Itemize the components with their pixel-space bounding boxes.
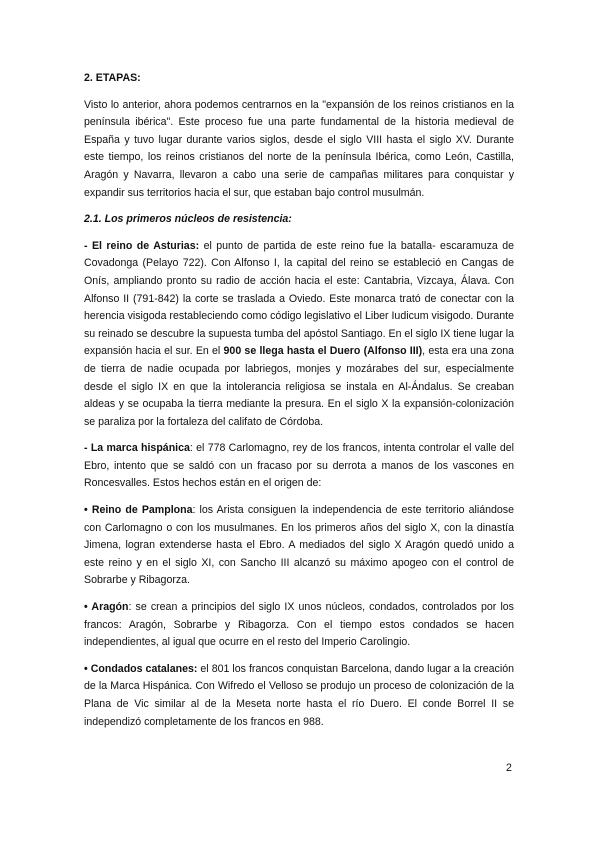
asturias-text-1: el punto de partida de este reino fue la batalla- escaramuza de Covadonga (Pelayo 722). Con Alfonso I, la capital del reino se estableció en Cangas de Onís, ampliando pronto su radio de acción hacia el este: Cantabria, Vizcaya, Álava. Con Alfonso II (791-842) la corte se traslada a Oviedo. Este monarca trató de conectar con la herencia visigoda restableciendo como código legislativo el Liber Iudicum visigodo. Durante su reinado se descubre la supuesta tumba del apóstol Santiago. En el siglo IX tiene lugar la expansión hacia el sur. En el	[84, 239, 514, 358]
aragon-text: : se crean a principios del siglo IX unos núcleos, condados, controlados por los francos: Aragón, Sobrarbe y Ribagorza. Con el tiempo estos condados se hacen independientes, al igual que ocurre en el resto del Imperio Carolingio.	[84, 601, 514, 649]
document-body	[84, 70, 514, 740]
section-heading: 2. ETAPAS:	[84, 72, 141, 84]
asturias-paragraph	[84, 238, 514, 432]
marca-text: : el 778 Carlomagno, rey de los francos, intenta controlar el valle del Ebro, intento que se saldó con un fracaso por su derrota a manos de los vascones en Roncesvalles. Estos hechos están en el origen de:	[84, 442, 514, 490]
page-number: 2	[506, 762, 512, 774]
aragon-paragraph	[84, 599, 514, 652]
intro-paragraph: Visto lo anterior, ahora podemos centrarnos en la "expansión de los reinos cristianos en la península ibérica". Este proceso fue una parte fundamental de la historia medieval de España y tuvo lugar durante varios siglos, desde el siglo VIII hasta el siglo XV. Durante este tiempo, los reinos cristianos del norte de la península Ibérica, como León, Castilla, Aragón y Navarra, llevaron a cabo una serie de campañas militares para conquistar y expandir sus territorios hacia el sur, que estaban bajo control musulmán.	[84, 98, 514, 199]
pamplona-lead: • Reino de Pamplona	[84, 504, 193, 517]
asturias-bold: 900 se llega hasta el Duero (Alfonso III)	[223, 345, 423, 358]
aragon-lead: • Aragón	[84, 601, 129, 614]
catalanes-lead: • Condados catalanes:	[84, 662, 198, 675]
marca-lead: - La marca hispánica	[84, 442, 190, 455]
asturias-text-2: , esta era una zona de tierra de nadie ocupada por labriegos, monjes y mozárabes del sur, especialmente desde el siglo IX en que la intolerancia religiosa se instala en Al-Ándalus. Se creaban aldeas y se ocupaba la tierra mediante la presura. En el siglo X la expansión-colonización se paraliza por la fortaleza del califato de Córdoba.	[84, 345, 515, 428]
catalanes-text: el 801 los francos conquistan Barcelona, dando lugar a la creación de la Marca Hispánica. Con Wifredo el Velloso se produjo un proceso de colonización de la Plana de Vic similar al de la Meseta norte hasta el río Duero. El conde Borrel II se independizó completamente de los francos en 988.	[84, 662, 514, 728]
asturias-lead: - El reino de Asturias:	[84, 239, 200, 252]
pamplona-paragraph	[84, 502, 514, 590]
subsection-heading: 2.1. Los primeros núcleos de resistencia:	[84, 213, 292, 226]
catalanes-paragraph	[84, 661, 514, 731]
marca-paragraph	[84, 440, 514, 493]
pamplona-text: : los Arista consiguen la independencia de este territorio aliándose con Carlomagno o con los musulmanes. En los primeros años del siglo X, con la dinastía Jimena, logran extenderse hasta el Ebro. A mediados del siglo X Aragón quedó unido a este reino y en el siglo XI, con Sancho III alcanzó su máximo apogeo con el control de Sobrarbe y Ribagorza.	[84, 504, 514, 587]
